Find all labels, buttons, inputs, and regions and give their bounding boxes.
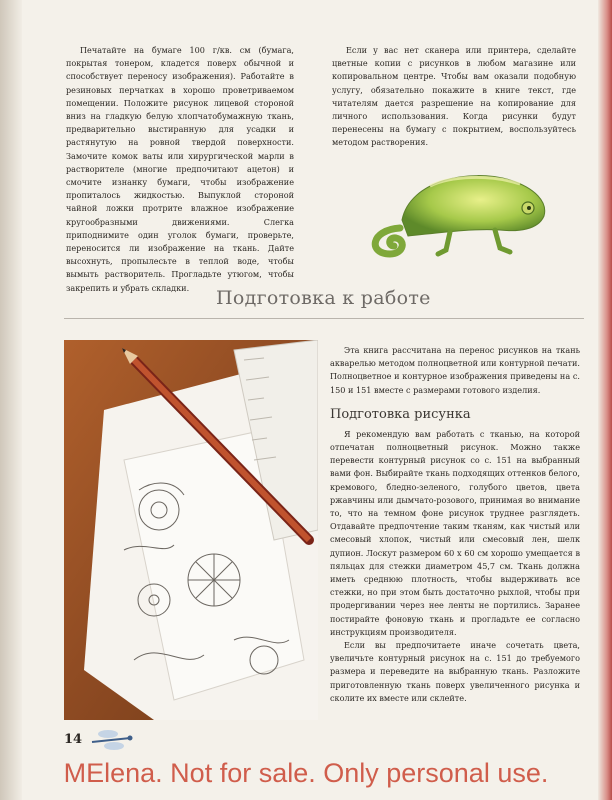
body-paragraph: Я рекомендую вам работать с тканью, на которой отпечатан полноцветный рисунок. Можно также перевести контурный рисунок со с. 151 на выбранный вами фон. Выбирайте ткань подходящих оттенков белого, кремового, бледно-зеленого, голубого цветов, цвета ржавчины или дымчато-розового, принимая во внимание то, что на темном фоне рисунок труднее разглядеть. Отдавайте предпочтение таким тканям, как чистый или смесовый хлопок, чистый или смесовый лен, шелк дупион. Лоскут размером 60 х 60 см хорошо умещается в пяльцах для стежки диаметром 45,7 см. Ткань должна иметь среднюю плотность, чтобы выдерживать все стежки, но при этом быть достаточно рыхлой, чтобы при продергивании через нее ленты не портились. Заранее постирайте фоновую ткань и прогладьте ее согласно инструкциям производителя. [330, 428, 580, 637]
page-number: 14 [64, 732, 83, 747]
intro-left-paragraph: Печатайте на бумаге 100 г/кв. см (бумага, покрытая тонером, кладется поверх обычной и способствует переносу изображения). Работайте в резиновых перчатках в хорошо проветриваемом помещении. Положите рисунок лицевой стороной вниз на гладкую белую хлопчатобумажную ткань, предварительно выстиранную для усадки и растянутую на ровной твердой поверхности. Замочите комок ваты или хирургической марли в растворителе (многие предпочитают ацетон) и смочите изнанку бумаги, чтобы изображение пропиталось жидкостью. Выпуклой стороной чайной ложки протрите влажное изображение кругообразными движениями. Слегка приподнимите один уголок бумаги, проверьте, переносится ли изображение на ткань. Дайте высохнуть, пропылесьте в теплой воде, чтобы вымыть растворитель. Прогладьте утюгом, чтобы закрепить и убрать складки. [66, 45, 294, 293]
watermark-text: MElena. Not for sale. Only personal use. [63, 758, 549, 788]
page-edge [598, 0, 612, 800]
subheading: Подготовка рисунка [330, 406, 471, 422]
chameleon-illustration [360, 150, 556, 260]
intro-right-column [332, 44, 576, 150]
body-paragraph: Если вы предпочитаете иначе сочетать цвета, увеличьте контурный рисунок на с. 151 до требуемого размера и переведите на выбранную ткань. Разложите приготовленную ткань поверх увеличенного рисунка и сколите их вместе или склейте. [330, 640, 580, 703]
page-gutter-shadow [0, 0, 22, 800]
pencil-and-pattern-photo [64, 340, 318, 720]
section-title: Подготовка к работе [216, 287, 431, 309]
title-divider [64, 318, 584, 319]
dragonfly-icon [86, 726, 136, 754]
lead-paragraph: Эта книга рассчитана на перенос рисунков на ткань акварелью методом полноцветной или контурной печати. Полноцветное и контурное изображения приведены на с. 150 и 151 вместе с размерами готового изделия. [330, 345, 580, 395]
intro-right-paragraph: Если у вас нет сканера или принтера, сделайте цветные копии с рисунков в любом магазине или копировальном центре. Чтобы вам оказали подобную услугу, обязательно покажите в книге текст, где читателям дается разрешение на копирование для личного использования. Когда рисунки будут перенесены на бумагу с покрытием, воспользуйтесь методом растворения. [332, 45, 576, 148]
body-right-column [330, 344, 580, 705]
intro-left-column [66, 44, 294, 295]
